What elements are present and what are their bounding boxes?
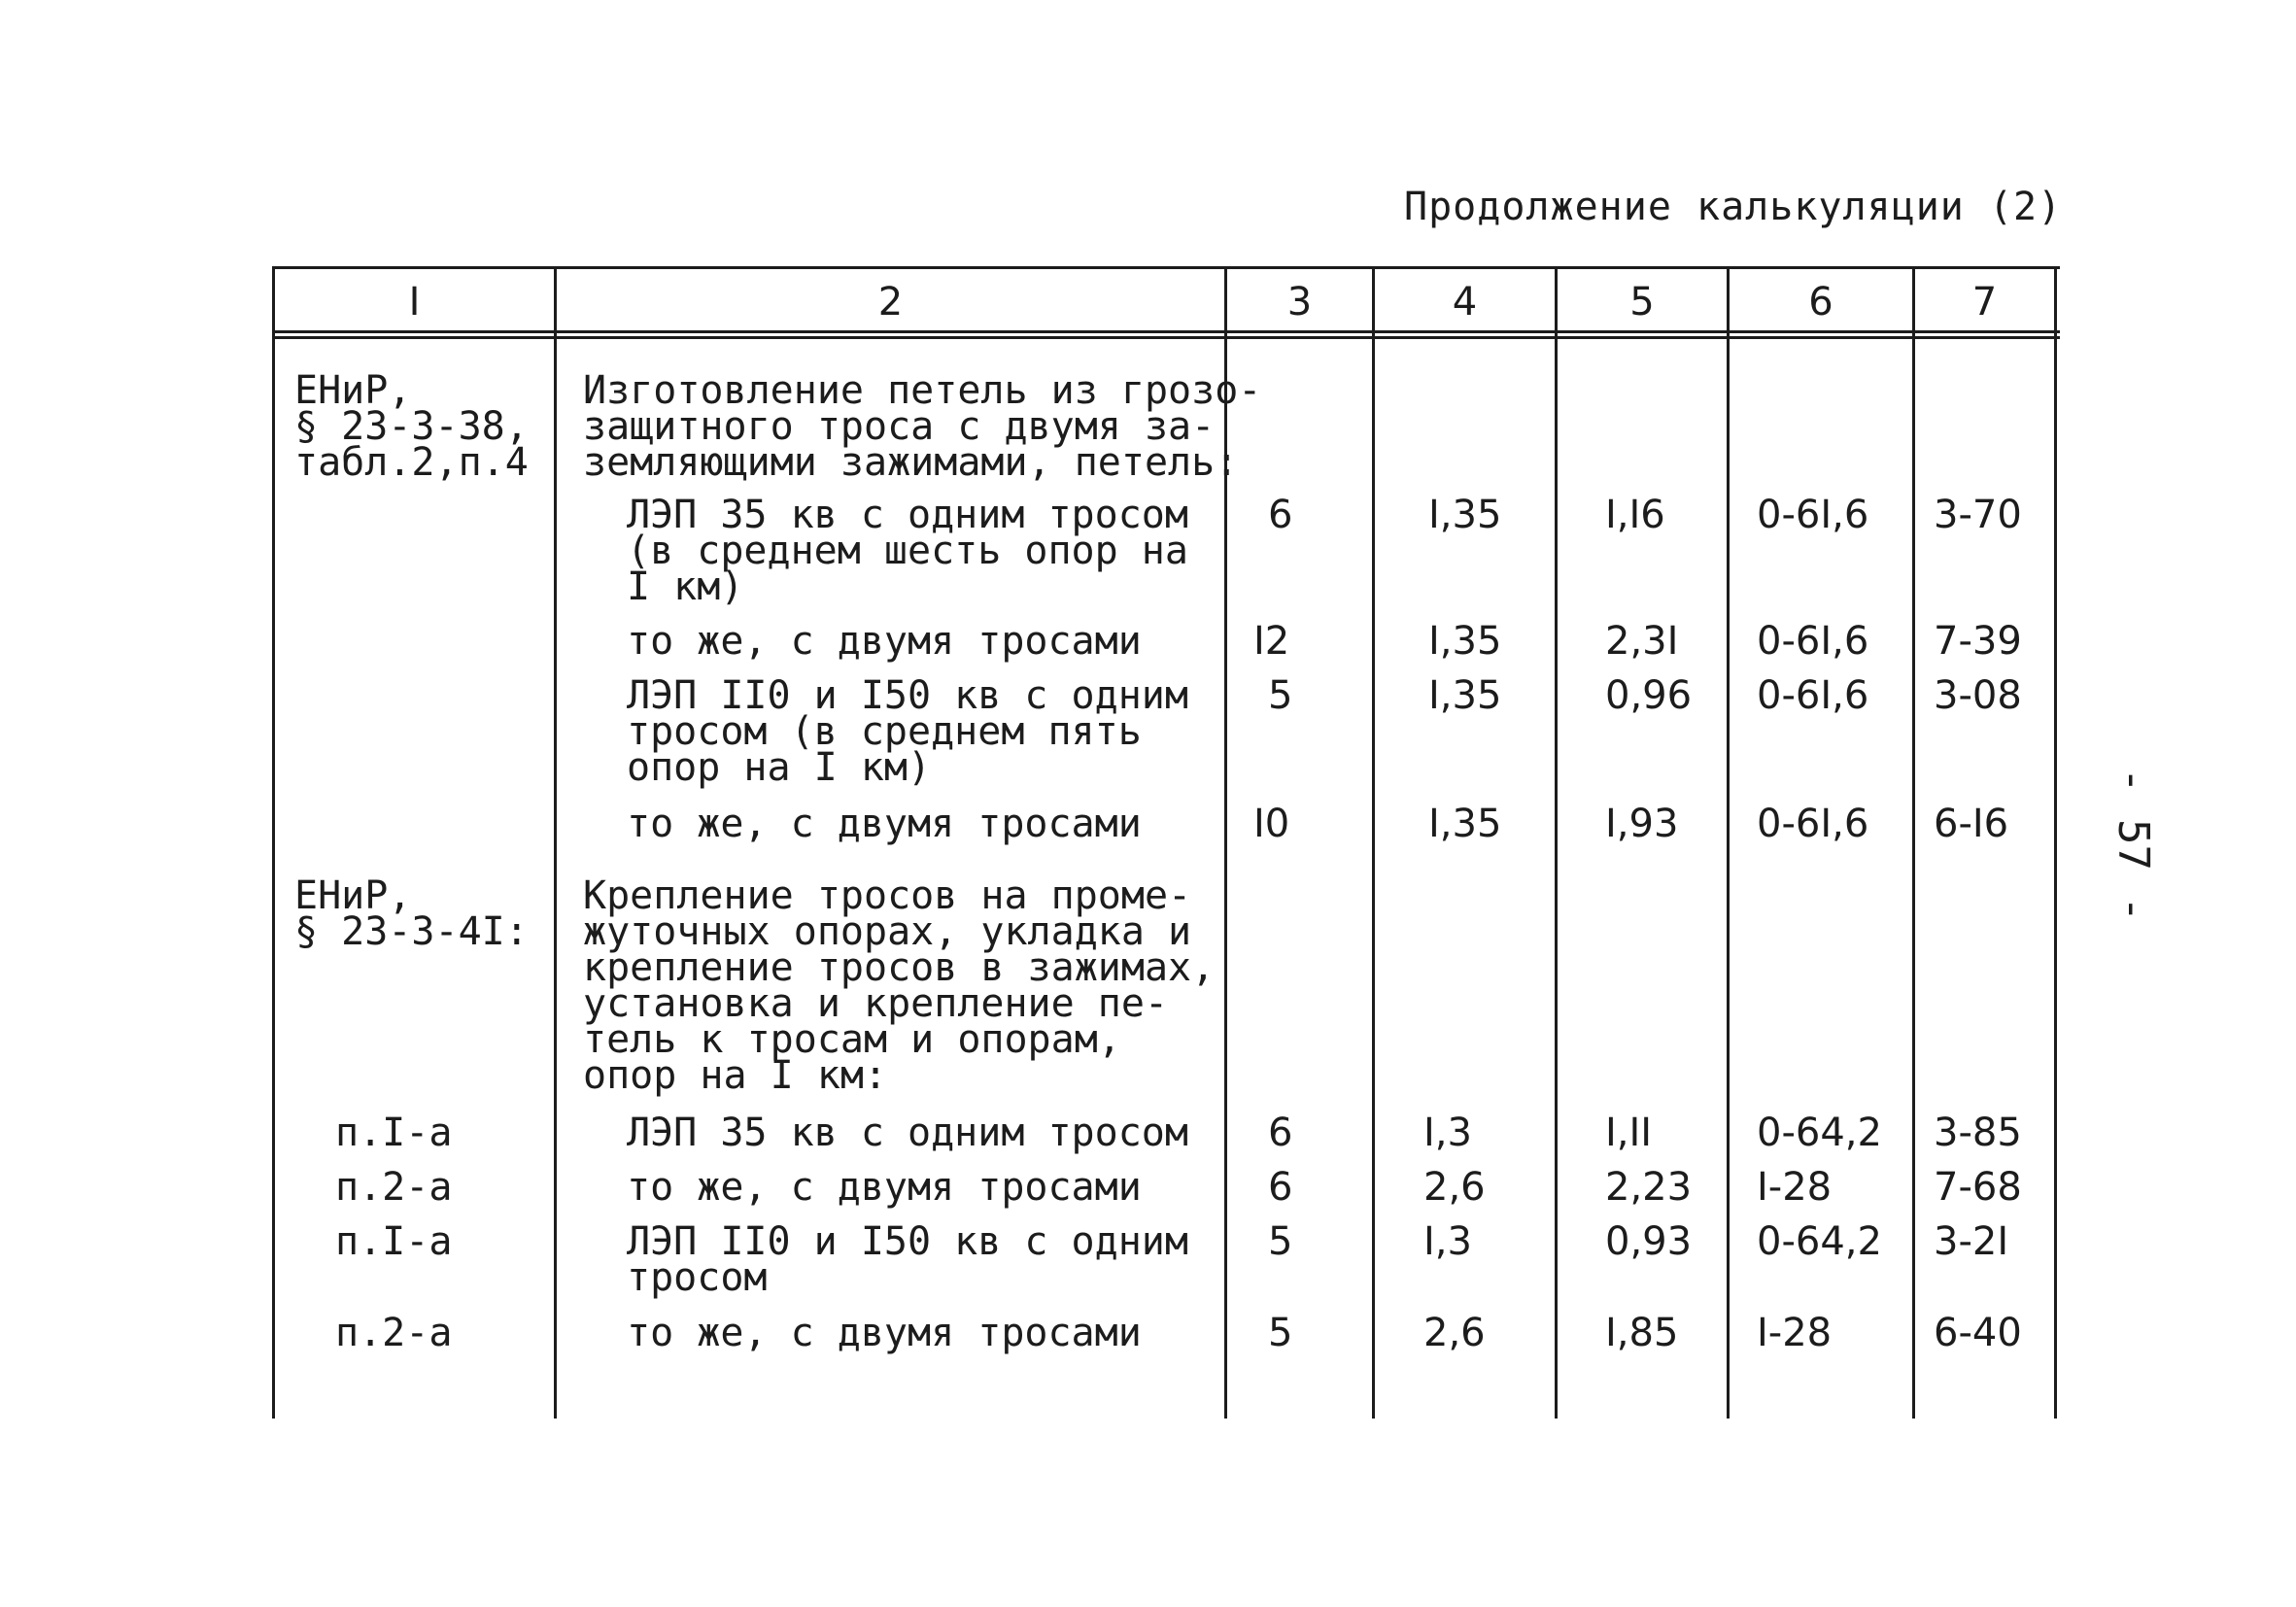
- column-header-2: 2: [877, 280, 904, 325]
- cell-col5: 0,96: [1605, 673, 1693, 718]
- cell-col7: 7-39: [1934, 619, 2022, 664]
- cell-col5: 2,23: [1605, 1165, 1693, 1210]
- cell-col6: 0-6I,6: [1757, 802, 1869, 846]
- work-item: ЛЭП II0 и I50 кв с одним тросом: [627, 1219, 1188, 1300]
- column-border-0: [272, 266, 275, 1419]
- norm-reference: ЕНиР, § 23-3-4I:: [294, 873, 529, 954]
- cell-col5: I,I6: [1605, 493, 1665, 537]
- column-border-7: [2054, 266, 2057, 1419]
- column-border-6: [1912, 266, 1915, 1419]
- column-header-5: 5: [1629, 280, 1655, 325]
- cell-col3: 6: [1268, 1111, 1293, 1155]
- cell-col3: 5: [1268, 1219, 1293, 1264]
- norm-item-code: п.2-а: [335, 1165, 453, 1210]
- cell-col7: 6-I6: [1934, 802, 2009, 846]
- column-border-3: [1372, 266, 1375, 1419]
- cell-col6: 0-6I,6: [1757, 619, 1869, 664]
- cell-col3: 5: [1268, 1311, 1293, 1355]
- cell-col5: 0,93: [1605, 1219, 1693, 1264]
- column-header-1: I: [408, 280, 421, 325]
- column-header-7: 7: [1971, 280, 1998, 325]
- work-item: ЛЭП II0 и I50 кв с одним тросом (в среднем пять опор на I км): [627, 673, 1188, 790]
- cell-col7: 6-40: [1934, 1311, 2022, 1355]
- column-border-5: [1727, 266, 1730, 1419]
- cell-col3: I0: [1253, 802, 1290, 846]
- column-header-4: 4: [1452, 280, 1478, 325]
- cell-col7: 3-70: [1934, 493, 2022, 537]
- header-bottom-border-2: [272, 336, 2060, 339]
- column-header-6: 6: [1808, 280, 1833, 325]
- cell-col6: 0-6I,6: [1757, 673, 1869, 718]
- cell-col5: I,85: [1605, 1311, 1679, 1355]
- cell-col6: 0-64,2: [1757, 1111, 1882, 1155]
- column-border-1: [554, 266, 557, 1419]
- table-top-border: [272, 266, 2060, 269]
- work-item: ЛЭП 35 кв с одним тросом: [627, 1111, 1188, 1155]
- norm-item-code: п.2-а: [335, 1311, 453, 1355]
- cell-col7: 7-68: [1934, 1165, 2022, 1210]
- cell-col4: 2,6: [1423, 1165, 1486, 1210]
- work-item: то же, с двумя тросами: [627, 1311, 1142, 1355]
- header-bottom-border: [272, 330, 2060, 333]
- continuation-title: Продолжение калькуляции (2): [1404, 185, 2063, 229]
- norm-reference: ЕНиР, § 23-3-38, табл.2,п.4: [294, 368, 529, 485]
- cell-col5: I,93: [1605, 802, 1679, 846]
- work-item: то же, с двумя тросами: [627, 1165, 1142, 1210]
- page-number: - 57 -: [2108, 768, 2158, 922]
- cell-col4: I,35: [1428, 619, 1502, 664]
- cell-col4: 2,6: [1423, 1311, 1486, 1355]
- work-description: Изготовление петель из грозо- защитного троса с двумя за- земляющими зажимами, петель:: [583, 368, 1262, 485]
- cell-col7: 3-85: [1934, 1111, 2022, 1155]
- cell-col6: I-28: [1757, 1165, 1833, 1210]
- cell-col4: I,3: [1423, 1219, 1472, 1264]
- norm-item-code: п.I-а: [335, 1111, 453, 1155]
- cell-col4: I,35: [1428, 802, 1502, 846]
- cell-col5: 2,3I: [1605, 619, 1679, 664]
- cell-col4: I,35: [1428, 673, 1502, 718]
- work-item: ЛЭП 35 кв с одним тросом (в среднем шесть опор на I км): [627, 493, 1188, 609]
- cell-col4: I,3: [1423, 1111, 1472, 1155]
- cell-col6: 0-64,2: [1757, 1219, 1882, 1264]
- cell-col5: I,II: [1605, 1111, 1653, 1155]
- cell-col6: 0-6I,6: [1757, 493, 1869, 537]
- column-border-4: [1555, 266, 1558, 1419]
- norm-item-code: п.I-а: [335, 1219, 453, 1264]
- cell-col3: I2: [1253, 619, 1290, 664]
- cell-col6: I-28: [1757, 1311, 1833, 1355]
- work-description: Крепление тросов на проме- жуточных опорах, укладка и крепление тросов в зажимах, установка и крепление пе- тель к тросам и опорам, опор на I км:: [583, 873, 1216, 1098]
- calculation-table: [272, 266, 2060, 1419]
- column-header-3: 3: [1286, 280, 1313, 325]
- cell-col7: 3-2I: [1934, 1219, 2009, 1264]
- cell-col3: 5: [1268, 673, 1293, 718]
- work-item: то же, с двумя тросами: [627, 619, 1142, 664]
- work-item: то же, с двумя тросами: [627, 802, 1142, 846]
- cell-col7: 3-08: [1934, 673, 2022, 718]
- cell-col3: 6: [1268, 493, 1293, 537]
- cell-col3: 6: [1268, 1165, 1293, 1210]
- cell-col4: I,35: [1428, 493, 1502, 537]
